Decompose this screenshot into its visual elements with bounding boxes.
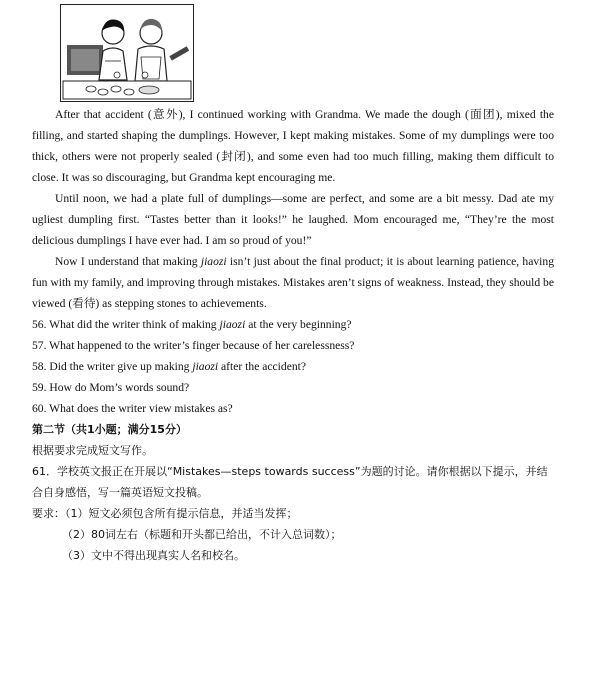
requirement-3: （3）文中不得出现真实人名和校名。: [62, 549, 245, 562]
section-heading: 第二节（共1小题；满分15分）: [32, 423, 187, 436]
question-61: 61．学校英文报正在开展以“Mistakes—steps towards success”为题的讨论。请你根据以下提示，并结合自身感悟，写一篇英语短文投稿。: [32, 465, 548, 499]
requirement-2: （2）80词左右（标题和开头都已给出，不计入总词数）；: [62, 528, 342, 541]
question-59: 59. How do Mom’s words sound?: [32, 381, 190, 394]
grandma-and-child-making-dumplings-icon: [61, 5, 193, 101]
exam-text: [32, 104, 554, 566]
question-57: 57. What happened to the writer’s finger because of her carelessness?: [32, 339, 355, 352]
question-56: 56. What did the writer think of making jiaozi at the very beginning?: [32, 318, 352, 331]
passage-paragraph-3: Now I understand that making jiaozi isn’t just about the final product; it is about learning patience, having fun with my family, and improving through mistakes. Mistakes aren’t signs of weakness. Instead, they should be viewed (看待) as stepping stones to achievements.: [32, 255, 554, 310]
question-58: 58. Did the writer give up making jiaozi after the accident?: [32, 360, 306, 373]
passage-paragraph-1: After that accident (意外), I continued working with Grandma. We made the dough (面团), mixed the filling, and started shaping the dumplings. However, I kept making mistakes. Some of my dumplings were too thick, others were not properly sealed (封闭), and some even had too much filling, making them difficult to close. It was so discouraging, but Grandma kept encouraging me.: [32, 108, 554, 184]
writing-instruction: 根据要求完成短文写作。: [32, 444, 153, 457]
dumpling-making-illustration: [60, 4, 194, 102]
passage-paragraph-2: Until noon, we had a plate full of dumplings—some are perfect, and some are a bit messy. Dad ate my ugliest dumpling first. “Tastes better than it looks!” he laughed. Mom encouraged me, “They’re the most delicious dumplings I have ever had. I am so proud of you!”: [32, 192, 554, 247]
question-60: 60. What does the writer view mistakes as?: [32, 402, 233, 415]
requirement-1: 要求：（1）短文必须包含所有提示信息，并适当发挥；: [32, 507, 298, 520]
